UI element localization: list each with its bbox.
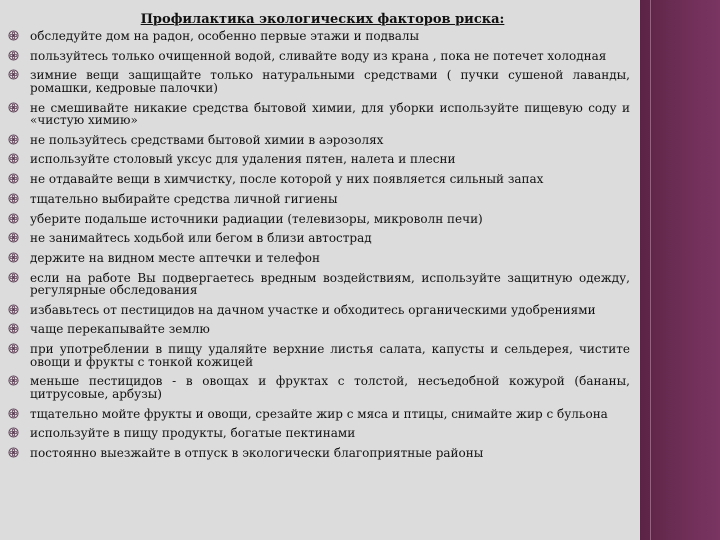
list-item-text: избавьтесь от пестицидов на дачном участке и обходитесь органическими удобрениями xyxy=(30,302,596,317)
flower-bullet-icon xyxy=(8,30,19,41)
flower-bullet-icon xyxy=(8,447,19,458)
list-item-text: меньше пестицидов - в овощах и фруктах с толстой, несъедобной кожурой (бананы, цитрусовые, арбузы) xyxy=(30,374,630,401)
list-item-text: пользуйтесь только очищенной водой, сливайте воду из крана , пока не потечет холодная xyxy=(30,48,607,63)
flower-bullet-icon xyxy=(8,50,19,61)
list-item xyxy=(8,375,630,400)
flower-bullet-icon xyxy=(8,173,19,184)
list-item-text: если на работе Вы подвергаетесь вредным воздействиям, используйте защитную одежду, регулярные обследования xyxy=(30,270,630,298)
list-item-text: при употреблении в пищу удаляйте верхние листья салата, капусты и сельдерея, чистите овощи и фрукты с тонкой кожицей xyxy=(30,342,630,369)
recommendation-list xyxy=(8,30,630,467)
flower-bullet-icon xyxy=(8,323,19,334)
slide-title: Профилактика экологических факторов риска: xyxy=(140,12,505,27)
flower-bullet-icon xyxy=(8,272,19,283)
list-item-text: тщательно выбирайте средства личной гигиены xyxy=(30,191,338,206)
flower-bullet-icon xyxy=(8,134,19,145)
list-item-text: уберите подальше источники радиации (телевизоры, микроволн печи) xyxy=(30,211,483,226)
list-item xyxy=(8,272,630,297)
list-item-text: не пользуйтесь средствами бытовой химии в аэрозолях xyxy=(30,132,384,147)
list-item xyxy=(8,134,630,147)
list-item-text: зимние вещи защищайте только натуральными средствами ( пучки сушеной лаванды, ромашки, кедровые палочки) xyxy=(30,68,630,95)
list-item xyxy=(8,193,630,206)
list-item xyxy=(8,427,630,440)
list-item xyxy=(8,232,630,245)
flower-bullet-icon xyxy=(8,304,19,315)
list-item xyxy=(8,50,630,63)
flower-bullet-icon xyxy=(8,193,19,204)
flower-bullet-icon xyxy=(8,153,19,164)
list-item xyxy=(8,213,630,226)
sidebar-decoration xyxy=(640,0,720,540)
sidebar-divider xyxy=(650,0,651,540)
list-item xyxy=(8,173,630,186)
list-item xyxy=(8,323,630,336)
list-item-text: обследуйте дом на радон, особенно первые этажи и подвалы xyxy=(30,29,420,43)
flower-bullet-icon xyxy=(8,408,19,419)
list-item xyxy=(8,304,630,317)
list-item-text: не занимайтесь ходьбой или бегом в близи автострад xyxy=(30,231,372,246)
list-item xyxy=(8,447,630,460)
list-item-text: используйте столовый уксус для удаления пятен, налета и плесни xyxy=(30,152,456,167)
list-item-text: чаще перекапывайте землю xyxy=(30,322,210,337)
flower-bullet-icon xyxy=(8,427,19,438)
list-item-text: постоянно выезжайте в отпуск в экологически благоприятные районы xyxy=(30,445,484,460)
flower-bullet-icon xyxy=(8,232,19,243)
flower-bullet-icon xyxy=(8,343,19,354)
list-item xyxy=(8,153,630,166)
list-item xyxy=(8,343,630,368)
list-item xyxy=(8,102,630,127)
list-item-text: тщательно мойте фрукты и овощи, срезайте жир с мяса и птицы, снимайте жир с бульона xyxy=(30,406,608,421)
list-item xyxy=(8,69,630,94)
list-item xyxy=(8,252,630,265)
flower-bullet-icon xyxy=(8,375,19,386)
list-item xyxy=(8,30,630,43)
list-item-text: не отдавайте вещи в химчистку, после которой у них появляется сильный запах xyxy=(30,172,544,187)
flower-bullet-icon xyxy=(8,252,19,263)
list-item-text: используйте в пищу продукты, богатые пектинами xyxy=(30,426,356,441)
flower-bullet-icon xyxy=(8,102,19,113)
list-item-text: держите на видном месте аптечки и телефон xyxy=(30,250,320,265)
list-item xyxy=(8,408,630,421)
flower-bullet-icon xyxy=(8,213,19,224)
flower-bullet-icon xyxy=(8,69,19,80)
list-item-text: не смешивайте никакие средства бытовой химии, для уборки используйте пищевую соду и «чистую химию» xyxy=(30,100,630,128)
